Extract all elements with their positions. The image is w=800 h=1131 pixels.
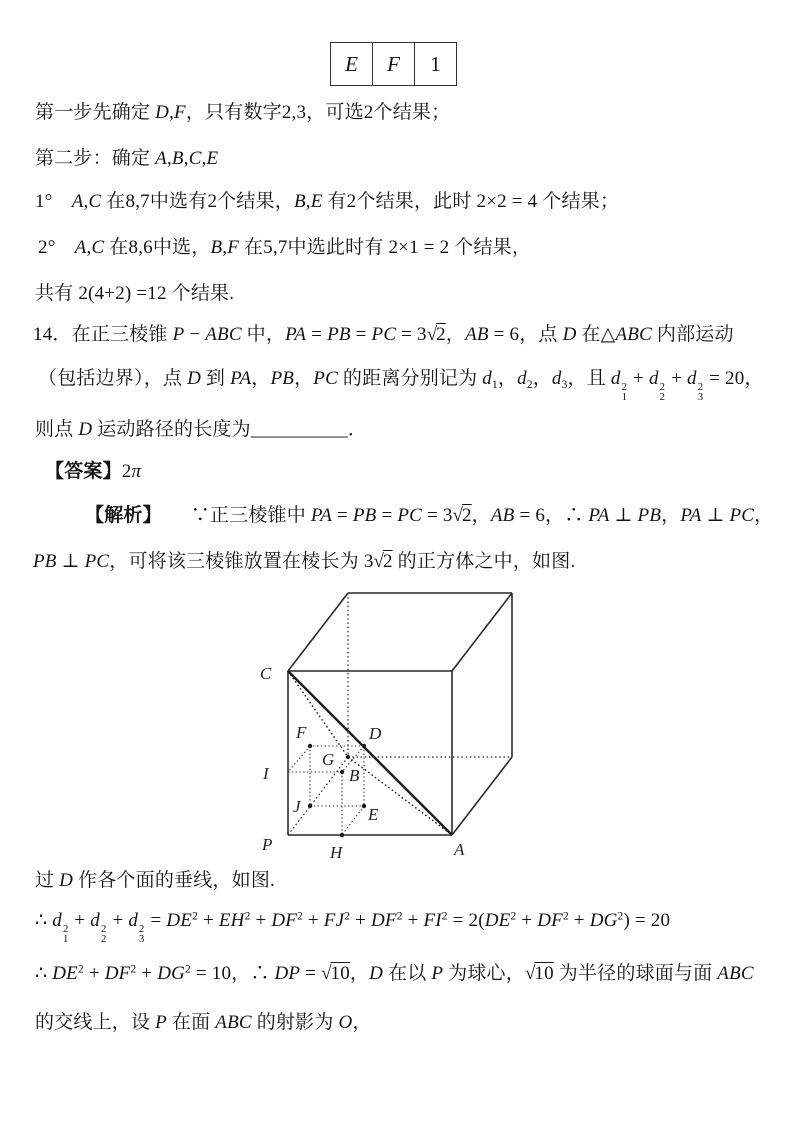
- label-J: J: [293, 797, 301, 816]
- label-G: G: [322, 750, 335, 769]
- label-P: P: [262, 835, 273, 854]
- text-line-perpendiculars: 过 D 作各个面的垂线，如图.: [35, 870, 275, 891]
- label-D: D: [369, 724, 382, 743]
- text-line-case2: 2° A,C 在8,6中选，B,F 在5,7中选此时有 2×1 = 2 个结果，: [38, 237, 532, 258]
- text-line-total: 共有 2(4+2) =12 个结果.: [35, 283, 235, 304]
- text-line-formula-2: ∴ $DE^2 + DF^2 + DG^2 = 10$，∴ DP = √10，D 在以 P 为球心，√10 为半径的球面与面 ABC: [35, 963, 754, 984]
- label-I: I: [263, 764, 269, 783]
- cube-figure: [240, 580, 540, 870]
- cube-hidden-edges: [288, 593, 512, 835]
- text-line-problem14-2: （包括边界），点 D 到 PA，PB，PC 的距离分别记为 $d_1$，$d_2$，$d_3$，且 d 2 1 + d 2 2 + d 2 3 = 20，: [38, 368, 764, 404]
- text-line-analysis-1: 【解析】 ∵正三棱锥中 PA = PB = PC = 3√2，AB = 6，∴ PA ⊥ PB，PA ⊥ PC，: [85, 505, 774, 526]
- cube-solid-edges: [288, 593, 512, 835]
- text-line-formula-1: ∴ d 2 1 + d 2 2 + d 2 3 = $DE^2 + EH^2 + DF^2 + FJ^2 + DF^2 + FI^2 = 2(DE^2 + DF^2 + DG^2) = 20$: [35, 910, 671, 946]
- point-labels: [260, 664, 465, 862]
- text-line-step2: 第二步：确定 A,B,C,E: [35, 148, 219, 169]
- label-B: B: [349, 766, 360, 785]
- cube-figure-svg: [240, 580, 540, 870]
- point-markers: [308, 744, 366, 837]
- text-line-step1: 第一步先确定 D,F，只有数字2,3，可选2个结果；: [35, 102, 451, 123]
- text-line-case1: 1° A,C 在8,7中选有2个结果，B,E 有2个结果，此时 2×2 = 4 个结果；: [35, 191, 620, 212]
- text-line-formula-3: 的交线上，设 P 在面 ABC 的射影为 O，: [35, 1012, 372, 1033]
- label-A: A: [454, 840, 465, 859]
- text-line-problem14-1: 14．在正三棱锥 P − ABC 中，PA = PB = PC = 3√2，AB = 6，点 D 在△ABC 内部运动: [33, 324, 734, 345]
- label-F: F: [296, 723, 307, 742]
- table-cell-1: 1: [414, 42, 457, 86]
- answer-grid-table: [330, 42, 457, 86]
- table-cell-f: F: [372, 42, 415, 86]
- text-line-answer: 【答案】2π: [45, 461, 142, 482]
- table-cell-e: E: [330, 42, 373, 86]
- label-E: E: [368, 805, 379, 824]
- text-line-problem14-3: 则点 D 运动路径的长度为__________．: [35, 419, 368, 440]
- label-C: C: [260, 664, 272, 683]
- text-line-analysis-2: PB ⊥ PC，可将该三棱锥放置在棱长为 3√2 的正方体之中，如图.: [33, 551, 576, 572]
- label-H: H: [330, 843, 343, 862]
